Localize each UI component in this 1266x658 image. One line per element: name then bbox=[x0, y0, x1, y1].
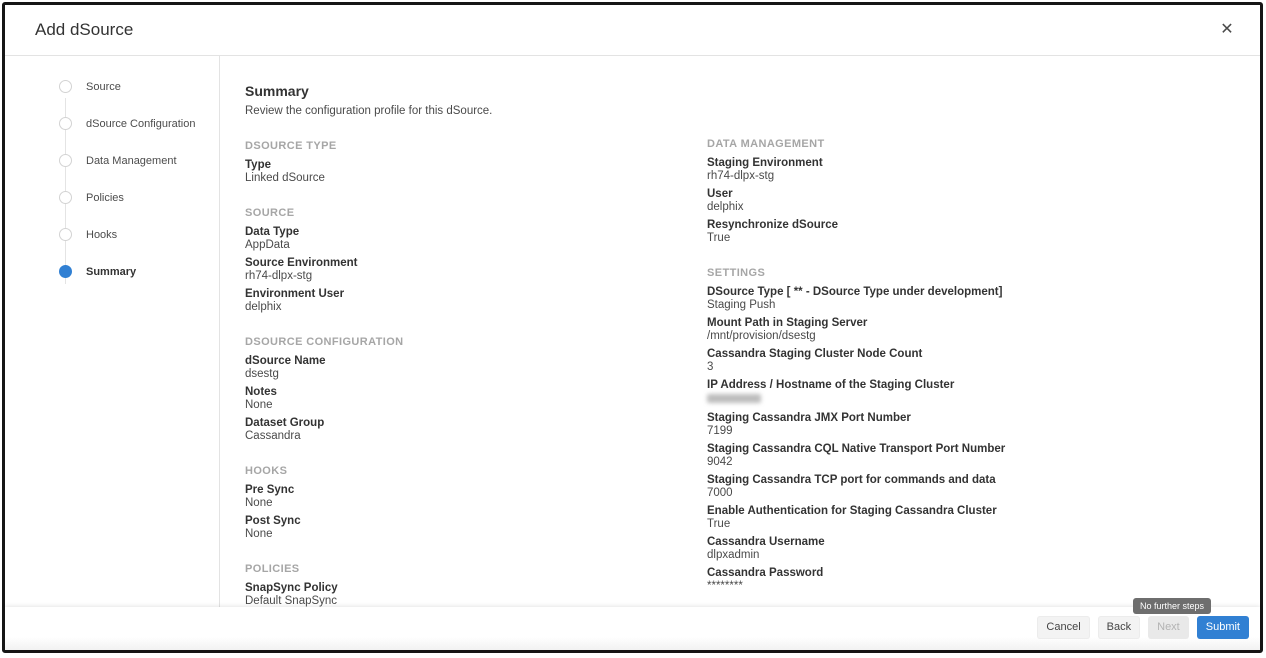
field-label: Staging Cassandra TCP port for commands and data bbox=[707, 474, 996, 486]
summary-field bbox=[245, 386, 675, 412]
field-label: Mount Path in Staging Server bbox=[707, 317, 868, 329]
field-label: Pre Sync bbox=[245, 484, 295, 496]
field-label: Enable Authentication for Staging Cassandra Cluster bbox=[707, 505, 997, 517]
field-label: IP Address / Hostname of the Staging Cluster bbox=[707, 379, 955, 391]
summary-field bbox=[245, 159, 675, 185]
summary-section bbox=[245, 336, 675, 443]
summary-field bbox=[245, 355, 675, 381]
summary-right-sections bbox=[707, 138, 1247, 593]
next-button[interactable]: Next bbox=[1148, 616, 1189, 639]
summary-field bbox=[707, 474, 1247, 500]
step-circle-icon bbox=[59, 117, 72, 130]
field-label: Resynchronize dSource bbox=[707, 219, 839, 231]
step-label: Summary bbox=[86, 265, 137, 278]
field-label: Cassandra Staging Cluster Node Count bbox=[707, 348, 923, 360]
field-label: Source Environment bbox=[245, 257, 358, 269]
step-circle-icon bbox=[59, 154, 72, 167]
field-value: 7000 bbox=[707, 487, 733, 499]
field-value: Default SnapSync bbox=[245, 595, 338, 607]
stepper-item-data-management[interactable] bbox=[59, 142, 219, 179]
summary-field bbox=[707, 317, 1247, 343]
step-circle-icon bbox=[59, 191, 72, 204]
section-title: POLICIES bbox=[245, 563, 300, 575]
redacted-value bbox=[707, 394, 761, 403]
field-value: 7199 bbox=[707, 425, 733, 437]
section-title: HOOKS bbox=[245, 465, 288, 477]
field-label: SnapSync Policy bbox=[245, 582, 338, 594]
stepper-item-summary[interactable] bbox=[59, 253, 219, 290]
summary-section bbox=[707, 267, 1247, 593]
summary-left-sections bbox=[245, 140, 675, 639]
summary-heading: Summary bbox=[245, 83, 309, 99]
summary-field bbox=[245, 417, 675, 443]
next-button-tooltip: No further steps bbox=[1133, 598, 1211, 614]
summary-field bbox=[707, 157, 1247, 183]
field-label: User bbox=[707, 188, 733, 200]
field-value: None bbox=[245, 497, 273, 509]
stepper-item-policies[interactable] bbox=[59, 179, 219, 216]
field-value: Linked dSource bbox=[245, 172, 325, 184]
summary-field bbox=[245, 582, 675, 608]
field-label: Environment User bbox=[245, 288, 345, 300]
submit-button[interactable]: Submit bbox=[1197, 616, 1249, 639]
field-label: dSource Name bbox=[245, 355, 326, 367]
field-value: /mnt/provision/dsestg bbox=[707, 330, 816, 342]
dialog-title: Add dSource bbox=[35, 20, 134, 39]
dialog-header bbox=[5, 5, 1260, 56]
summary-section bbox=[245, 207, 675, 314]
summary-field bbox=[707, 505, 1247, 531]
field-label: Notes bbox=[245, 386, 277, 398]
step-label: dSource Configuration bbox=[86, 117, 196, 130]
summary-field bbox=[707, 219, 1247, 245]
add-dsource-dialog bbox=[2, 2, 1263, 653]
field-value: delphix bbox=[707, 201, 744, 213]
step-circle-icon bbox=[59, 80, 72, 93]
summary-field bbox=[707, 188, 1247, 214]
summary-section bbox=[245, 140, 675, 185]
cancel-button[interactable]: Cancel bbox=[1037, 616, 1089, 639]
summary-description: Review the configuration profile for this dSource. bbox=[245, 105, 493, 117]
field-value: rh74-dlpx-stg bbox=[245, 270, 313, 282]
field-value: 9042 bbox=[707, 456, 733, 468]
field-value: Cassandra bbox=[245, 430, 301, 442]
summary-field bbox=[707, 567, 1247, 593]
summary-field bbox=[707, 412, 1247, 438]
field-value: delphix bbox=[245, 301, 282, 313]
summary-field bbox=[707, 348, 1247, 374]
field-value: Staging Push bbox=[707, 299, 776, 311]
field-label: Staging Cassandra CQL Native Transport Port Number bbox=[707, 443, 1006, 455]
close-icon[interactable]: ✕ bbox=[1216, 19, 1238, 41]
field-label: Dataset Group bbox=[245, 417, 325, 429]
field-label: DSource Type [ ** - DSource Type under development] bbox=[707, 286, 1003, 298]
summary-field bbox=[245, 257, 675, 283]
summary-field bbox=[707, 286, 1247, 312]
summary-field bbox=[245, 515, 675, 541]
field-label: Type bbox=[245, 159, 271, 171]
field-label: Cassandra Username bbox=[707, 536, 825, 548]
summary-field bbox=[245, 226, 675, 252]
field-value: None bbox=[245, 399, 273, 411]
footer-buttons bbox=[1037, 616, 1249, 639]
field-label: Data Type bbox=[245, 226, 300, 238]
summary-scroll-area[interactable] bbox=[220, 56, 1260, 607]
summary-right-column bbox=[707, 138, 1247, 598]
field-value: 3 bbox=[707, 361, 714, 373]
summary-field bbox=[707, 536, 1247, 562]
stepper-item-dsource-configuration[interactable] bbox=[59, 105, 219, 142]
section-title: DSOURCE CONFIGURATION bbox=[245, 336, 404, 348]
field-label: Cassandra Password bbox=[707, 567, 824, 579]
wizard-stepper-pane bbox=[5, 56, 220, 607]
step-label: Source bbox=[86, 80, 121, 93]
step-label: Data Management bbox=[86, 154, 177, 167]
summary-left-column bbox=[245, 83, 675, 644]
field-value: rh74-dlpx-stg bbox=[707, 170, 775, 182]
field-label: Staging Environment bbox=[707, 157, 823, 169]
summary-field bbox=[707, 443, 1247, 469]
dialog-body bbox=[5, 56, 1260, 607]
back-button[interactable]: Back bbox=[1098, 616, 1140, 639]
step-label: Policies bbox=[86, 191, 124, 204]
summary-section bbox=[245, 465, 675, 541]
summary-field bbox=[245, 288, 675, 314]
step-circle-icon bbox=[59, 265, 72, 278]
field-value: dlpxadmin bbox=[707, 549, 760, 561]
stepper-item-hooks[interactable] bbox=[59, 216, 219, 253]
section-title: SOURCE bbox=[245, 207, 295, 219]
field-label: Post Sync bbox=[245, 515, 301, 527]
field-value: None bbox=[245, 528, 273, 540]
summary-field bbox=[707, 379, 1247, 407]
field-value: dsestg bbox=[245, 368, 279, 380]
summary-section bbox=[707, 138, 1247, 245]
field-value: True bbox=[707, 518, 731, 530]
section-title: DATA MANAGEMENT bbox=[707, 138, 825, 150]
field-value: AppData bbox=[245, 239, 290, 251]
summary-field bbox=[245, 484, 675, 510]
field-value: ******** bbox=[707, 580, 743, 592]
section-title: SETTINGS bbox=[707, 267, 766, 279]
stepper-item-source[interactable] bbox=[59, 68, 219, 105]
section-title: DSOURCE TYPE bbox=[245, 140, 337, 152]
stepper bbox=[59, 68, 219, 290]
step-label: Hooks bbox=[86, 228, 118, 241]
field-value bbox=[707, 392, 1247, 407]
field-value: True bbox=[707, 232, 731, 244]
step-circle-icon bbox=[59, 228, 72, 241]
field-label: Staging Cassandra JMX Port Number bbox=[707, 412, 911, 424]
